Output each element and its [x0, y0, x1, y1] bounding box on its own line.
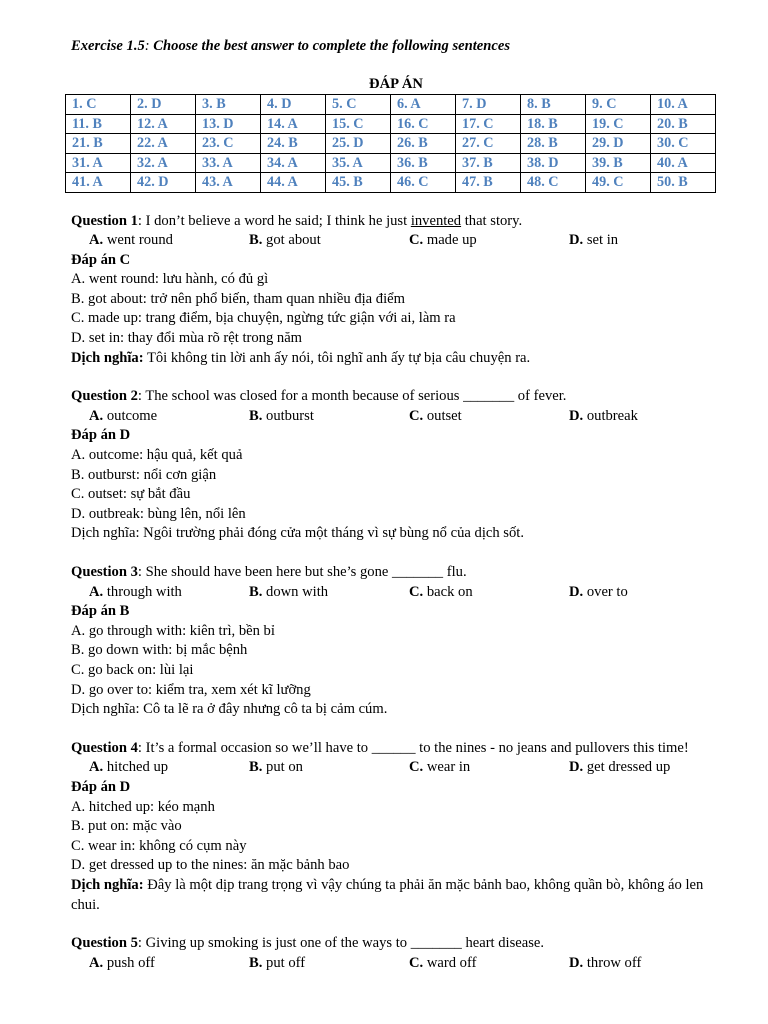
translation-label: Dịch nghĩa: — [71, 349, 144, 366]
option-letter: B. — [249, 954, 263, 971]
answer-key-cell: 22. A — [131, 134, 196, 154]
translation — [71, 349, 721, 369]
answer-key-cell: 23. C — [196, 134, 261, 154]
answer-key-cell: 10. A — [651, 95, 716, 115]
option-text: through with — [103, 583, 182, 600]
answer-key-cell: 42. D — [131, 173, 196, 193]
question-block — [71, 563, 721, 720]
question-label: Question 5 — [71, 935, 138, 952]
translation-label: Dịch nghĩa: — [71, 701, 140, 718]
answer-options — [71, 954, 721, 974]
option-explanation: A. hitched up: kéo mạnh — [71, 798, 215, 815]
answer-key-cell: 39. B — [586, 153, 651, 173]
answer-option — [569, 407, 638, 427]
option-explanation: A. go through with: kiên trì, bền bỉ — [71, 622, 275, 639]
answer-option — [569, 954, 641, 974]
answer-options — [71, 407, 721, 427]
translation — [71, 876, 721, 915]
answer-key-cell: 37. B — [456, 153, 521, 173]
answer-key-cell: 25. D — [326, 134, 391, 154]
answer-option — [89, 231, 173, 251]
option-explanation: C. go back on: lùi lại — [71, 661, 194, 678]
answer-key-cell: 21. B — [66, 134, 131, 154]
option-text: outburst — [262, 407, 314, 424]
answer-key-cell: 31. A — [66, 153, 131, 173]
answer-key-cell: 19. C — [586, 114, 651, 134]
option-letter: C. — [409, 759, 424, 776]
question-stem — [71, 387, 721, 407]
question-text-end: that story. — [461, 212, 523, 229]
correct-answer: Đáp án C — [71, 251, 131, 268]
answer-key-cell: 1. C — [66, 95, 131, 115]
answer-key-cell: 18. B — [521, 114, 586, 134]
option-text: ward off — [423, 954, 477, 971]
correct-answer: Đáp án D — [71, 427, 131, 444]
translation-text: Tôi không tin lời anh ấy nói, tôi nghĩ anh ấy tự bịa câu chuyện ra. — [143, 349, 531, 366]
correct-answer: Đáp án B — [71, 603, 130, 620]
option-explanation: C. made up: trang điểm, bịa chuyện, ngừng tức giận với ai, làm ra — [71, 310, 456, 327]
underlined-word: invented — [410, 212, 462, 229]
answer-option — [249, 407, 314, 427]
answer-key-heading: ĐÁP ÁN — [369, 76, 423, 92]
answer-key-cell: 17. C — [456, 114, 521, 134]
title-colon: : — [144, 38, 154, 54]
option-text: back on — [423, 583, 473, 600]
answer-key-row — [66, 153, 716, 173]
answer-key-cell: 7. D — [456, 95, 521, 115]
question-block — [71, 934, 721, 973]
answer-key-cell: 12. A — [131, 114, 196, 134]
question-text: : I don’t believe a word he said; I think he just — [137, 212, 411, 229]
answer-key-cell: 47. B — [456, 173, 521, 193]
answer-key-cell: 14. A — [261, 114, 326, 134]
answer-option — [249, 583, 328, 603]
answer-key-cell: 50. B — [651, 173, 716, 193]
option-explanation: B. got about: trở nên phổ biến, tham quan nhiều địa điểm — [71, 290, 405, 307]
option-text: hitched up — [103, 759, 169, 776]
question-text: : Giving up smoking is just one of the ways to _______ heart disease. — [137, 935, 545, 952]
answer-key-cell: 41. A — [66, 173, 131, 193]
option-letter: B. — [249, 232, 263, 249]
option-letter: C. — [409, 407, 424, 424]
answer-key-cell: 43. A — [196, 173, 261, 193]
option-letter: D. — [569, 759, 584, 776]
translation-label: Dịch nghĩa: — [71, 876, 144, 893]
answer-option — [249, 758, 303, 778]
option-explanation: D. go over to: kiểm tra, xem xét kĩ lưỡng — [71, 681, 311, 698]
translation-label: Dịch nghĩa: — [71, 525, 140, 542]
option-text: over to — [583, 583, 628, 600]
answer-key-cell: 35. A — [326, 153, 391, 173]
answer-key-cell: 38. D — [521, 153, 586, 173]
option-letter: A. — [89, 954, 104, 971]
answer-key-cell: 6. A — [391, 95, 456, 115]
answer-key-cell: 30. C — [651, 134, 716, 154]
translation — [71, 524, 721, 544]
answer-key-cell: 29. D — [586, 134, 651, 154]
answer-option — [89, 407, 157, 427]
option-explanation: D. outbreak: bùng lên, nổi lên — [71, 505, 246, 522]
option-text: outcome — [103, 407, 158, 424]
option-text: put off — [262, 954, 306, 971]
option-letter: D. — [569, 407, 584, 424]
option-letter: C. — [409, 232, 424, 249]
answer-key-cell: 4. D — [261, 95, 326, 115]
answer-option — [249, 231, 321, 251]
translation-text: Đây là một dịp trang trọng vì vậy chúng ta phải ăn mặc bảnh bao, không quần bò, không áo len chui. — [71, 876, 704, 913]
option-letter: A. — [89, 407, 104, 424]
answer-key-cell: 3. B — [196, 95, 261, 115]
question-stem — [71, 563, 721, 583]
exercise-instruction: Choose the best answer to complete the following sentences — [153, 38, 511, 54]
option-letter: D. — [569, 583, 584, 600]
option-letter: A. — [89, 759, 104, 776]
answer-option — [409, 407, 462, 427]
answer-key-cell: 32. A — [131, 153, 196, 173]
question-label: Question 1 — [71, 212, 138, 229]
answer-options — [71, 231, 721, 251]
question-stem — [71, 739, 721, 759]
option-letter: C. — [409, 583, 424, 600]
answer-option — [409, 583, 473, 603]
answer-key-row — [66, 173, 716, 193]
option-text: throw off — [583, 954, 642, 971]
question-block — [71, 739, 721, 915]
answer-key-cell: 28. B — [521, 134, 586, 154]
answer-option — [569, 583, 628, 603]
document-page — [71, 36, 721, 973]
answer-key-cell: 5. C — [326, 95, 391, 115]
option-text: down with — [262, 583, 329, 600]
option-explanation: B. put on: mặc vào — [71, 818, 182, 835]
question-text: : She should have been here but she’s gone _______ flu. — [137, 564, 467, 580]
option-letter: B. — [249, 583, 263, 600]
option-letter: D. — [569, 232, 584, 249]
answer-key-cell: 40. A — [651, 153, 716, 173]
answer-options — [71, 758, 721, 778]
option-letter: A. — [89, 583, 104, 600]
option-explanation: A. went round: lưu hành, có đủ gì — [71, 271, 269, 288]
answer-options — [71, 583, 721, 603]
answer-option — [249, 954, 305, 974]
question-label: Question 2 — [71, 388, 138, 405]
answer-key-cell: 48. C — [521, 173, 586, 193]
option-letter: A. — [89, 232, 104, 249]
answer-key-cell: 24. B — [261, 134, 326, 154]
answer-key-cell: 20. B — [651, 114, 716, 134]
option-letter: B. — [249, 759, 263, 776]
answer-option — [89, 954, 155, 974]
question-text: : It’s a formal occasion so we’ll have to ______ to the nines - no jeans and pullovers this time! — [137, 739, 689, 756]
option-letter: C. — [409, 954, 424, 971]
answer-key-cell: 26. B — [391, 134, 456, 154]
option-text: outset — [423, 407, 462, 424]
question-text: : The school was closed for a month because of serious _______ of fever. — [137, 388, 567, 405]
answer-key-cell: 11. B — [66, 114, 131, 134]
answer-key-cell: 13. D — [196, 114, 261, 134]
answer-key-cell: 34. A — [261, 153, 326, 173]
answer-option — [89, 583, 182, 603]
option-letter: D. — [569, 954, 584, 971]
question-stem — [71, 212, 721, 232]
question-block — [71, 387, 721, 544]
answer-key-cell: 46. C — [391, 173, 456, 193]
question-block — [71, 212, 721, 369]
option-explanation: C. outset: sự bắt đầu — [71, 486, 191, 503]
answer-key-cell: 2. D — [131, 95, 196, 115]
translation-text: Ngôi trường phải đóng cửa một tháng vì sự bùng nổ của dịch sốt. — [139, 525, 524, 542]
answer-key-row — [66, 114, 716, 134]
option-text: set in — [583, 232, 619, 249]
translation — [71, 700, 721, 720]
answer-key-cell: 16. C — [391, 114, 456, 134]
option-explanation: B. outburst: nổi cơn giận — [71, 466, 217, 483]
exercise-number: Exercise 1.5 — [71, 38, 145, 54]
option-text: get dressed up — [583, 759, 671, 776]
option-text: got about — [262, 232, 321, 249]
option-explanation: C. wear in: không có cụm này — [71, 837, 247, 854]
answer-key-cell: 45. B — [326, 173, 391, 193]
option-text: made up — [423, 232, 477, 249]
option-explanation: D. set in: thay đổi mùa rõ rệt trong năm — [71, 330, 303, 347]
answer-key-cell: 27. C — [456, 134, 521, 154]
exercise-title — [71, 36, 721, 56]
answer-option — [409, 758, 470, 778]
option-text: wear in — [423, 759, 471, 776]
question-stem — [71, 934, 721, 954]
option-letter: B. — [249, 407, 263, 424]
option-text: went round — [103, 232, 173, 249]
questions-list — [71, 212, 721, 974]
option-explanation: D. get dressed up to the nines: ăn mặc bảnh bao — [71, 857, 350, 874]
correct-answer: Đáp án D — [71, 778, 131, 795]
question-label: Question 3 — [71, 564, 138, 580]
answer-key-cell: 9. C — [586, 95, 651, 115]
answer-option — [89, 758, 168, 778]
answer-key-row — [66, 95, 716, 115]
answer-key-cell: 15. C — [326, 114, 391, 134]
option-text: push off — [103, 954, 155, 971]
question-label: Question 4 — [71, 739, 138, 756]
answer-key-cell: 33. A — [196, 153, 261, 173]
answer-option — [409, 231, 477, 251]
answer-key-row — [66, 134, 716, 154]
answer-key-cell: 8. B — [521, 95, 586, 115]
answer-key-table — [65, 94, 716, 193]
answer-key-cell: 44. A — [261, 173, 326, 193]
answer-option — [409, 954, 476, 974]
option-text: outbreak — [583, 407, 638, 424]
answer-key-cell: 49. C — [586, 173, 651, 193]
option-explanation: B. go down with: bị mắc bệnh — [71, 642, 248, 659]
answer-option — [569, 758, 670, 778]
translation-text: Cô ta lẽ ra ở đây nhưng cô ta bị cảm cúm. — [139, 701, 388, 718]
answer-option — [569, 231, 618, 251]
answer-key-cell: 36. B — [391, 153, 456, 173]
option-text: put on — [262, 759, 303, 776]
option-explanation: A. outcome: hậu quả, kết quả — [71, 447, 243, 464]
